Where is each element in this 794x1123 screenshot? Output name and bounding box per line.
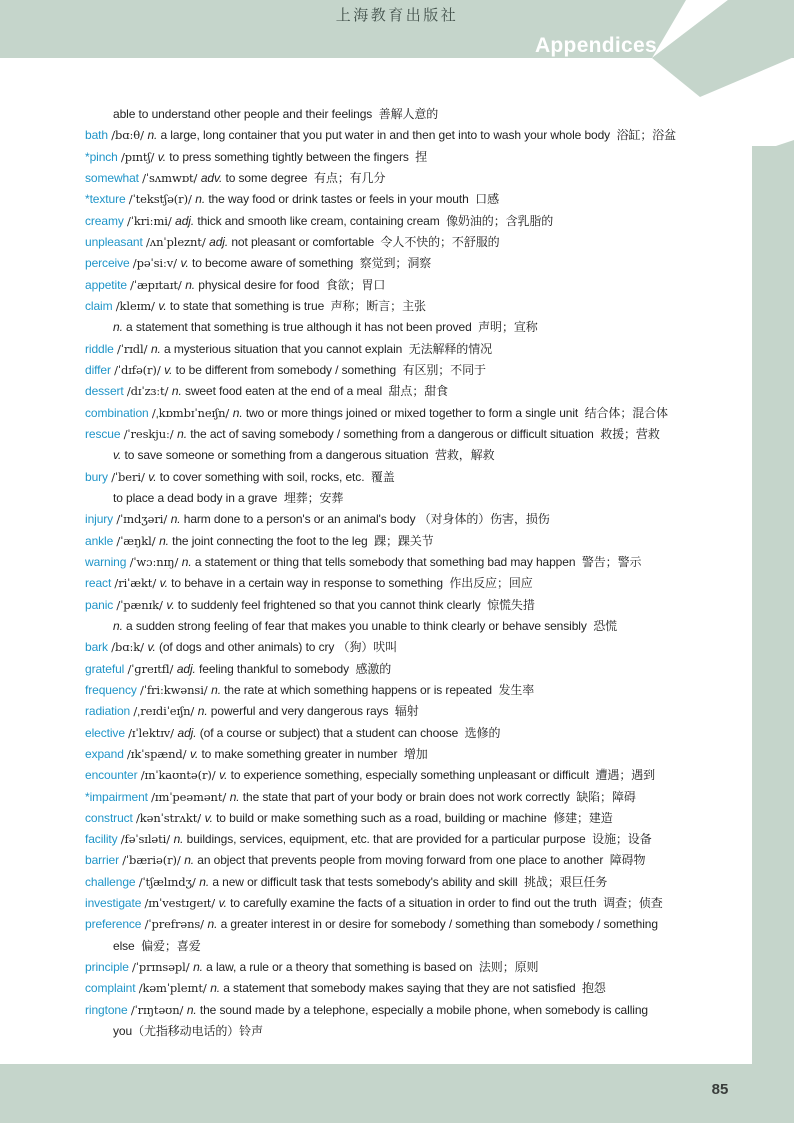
definition-text: a statement that somebody makes saying that they are not satisfied xyxy=(223,981,582,996)
chinese-gloss: 救援；营救 xyxy=(600,426,660,441)
definition-text: to experience something, especially something unpleasant or difficult xyxy=(230,768,596,783)
glossary-line xyxy=(85,467,785,488)
phonetic: /pɪntʃ/ xyxy=(121,149,158,164)
glossary-line xyxy=(85,424,785,445)
phonetic: /pəˈsiːv/ xyxy=(132,256,181,271)
glossary-line xyxy=(85,296,785,317)
chinese-gloss: 作出反应；回应 xyxy=(449,576,533,591)
glossary-line xyxy=(85,680,785,701)
glossary-line xyxy=(85,232,785,253)
chinese-gloss: 结合体；混合体 xyxy=(584,405,668,420)
part-of-speech: n. xyxy=(229,789,243,804)
phonetic: /fəˈsɪləti/ xyxy=(120,832,174,847)
part-of-speech: v. xyxy=(159,576,172,591)
glossary-line xyxy=(85,275,785,296)
headword: differ xyxy=(85,362,115,377)
headword: facility xyxy=(85,832,121,847)
part-of-speech: n. xyxy=(150,341,165,356)
phonetic: /ˈpænɪk/ xyxy=(116,597,167,612)
headword: claim xyxy=(85,298,116,313)
part-of-speech: v. xyxy=(113,448,125,463)
chinese-gloss: 修建；建造 xyxy=(553,810,613,825)
chinese-gloss: 像奶油的；含乳脂的 xyxy=(446,213,554,228)
chinese-gloss: 声称；断言；主张 xyxy=(330,298,426,313)
chinese-gloss: 遭遇；遇到 xyxy=(595,768,656,783)
headword: ringtone xyxy=(85,1002,131,1017)
phonetic: /ɪˈlektɪv/ xyxy=(128,725,178,740)
definition-text: to carefully examine the facts of a situation in order to find out the truth xyxy=(230,896,604,911)
phonetic: /ˌreɪdiˈeɪʃn/ xyxy=(133,704,198,719)
chinese-gloss: 甜点；甜食 xyxy=(388,384,449,399)
part-of-speech: n. xyxy=(177,426,191,441)
definition-text: sweet food eaten at the end of a meal xyxy=(184,384,389,399)
phonetic: /ˈdɪfə(r)/ xyxy=(114,362,165,377)
glossary-line xyxy=(85,914,785,935)
chinese-gloss: （尤指移动电话的）铃声 xyxy=(132,1024,263,1039)
glossary-line xyxy=(85,957,785,978)
headword: dessert xyxy=(85,384,127,399)
part-of-speech: n. xyxy=(210,981,224,996)
phonetic: /ɪkˈspænd/ xyxy=(127,746,190,761)
headword: warning xyxy=(85,554,130,569)
headword: preference xyxy=(85,917,145,932)
phonetic: /ˈtekstʃə(r)/ xyxy=(128,192,196,207)
part-of-speech: n. xyxy=(159,533,173,548)
glossary-line xyxy=(85,850,785,871)
chinese-gloss: 调查；侦查 xyxy=(603,896,663,911)
glossary-line xyxy=(85,552,785,573)
glossary-line xyxy=(85,872,785,893)
part-of-speech: n. xyxy=(181,554,195,569)
headword: appetite xyxy=(85,277,131,292)
chinese-gloss: 增加 xyxy=(403,746,428,761)
part-of-speech: v. xyxy=(158,298,170,313)
definition-text: two or more things joined or mixed together to form a single unit xyxy=(245,405,585,420)
glossary-line xyxy=(85,509,785,530)
headword: expand xyxy=(85,746,128,761)
definition-text: buildings, services, equipment, etc. that are provided for a particular purpose xyxy=(186,832,593,847)
glossary-line xyxy=(85,595,785,616)
chinese-gloss: 有点；有几分 xyxy=(313,170,386,185)
headword: complaint xyxy=(85,981,139,996)
definition-text: not pleasant or comfortable xyxy=(231,234,381,249)
part-of-speech: v. xyxy=(204,810,217,825)
part-of-speech: n. xyxy=(195,192,209,207)
glossary-line xyxy=(85,339,785,360)
phonetic: /ˈrɪŋtəʊn/ xyxy=(130,1002,187,1017)
glossary-line xyxy=(85,936,785,957)
definition-text: to be different from somebody / something xyxy=(175,362,403,377)
phonetic: /bɑːθ/ xyxy=(111,128,148,143)
chinese-gloss: 埋葬；安葬 xyxy=(283,490,344,505)
chinese-gloss: 令人不快的；不舒服的 xyxy=(380,234,500,249)
glossary-line xyxy=(85,829,785,850)
chinese-gloss: 偏爱；喜爱 xyxy=(141,938,201,953)
glossary-line xyxy=(85,808,785,829)
definition-text: to become aware of something xyxy=(191,256,360,271)
part-of-speech: n. xyxy=(113,618,127,633)
phonetic: /ɪnˈvestɪgeɪt/ xyxy=(144,896,219,911)
phonetic: /riˈækt/ xyxy=(114,576,160,591)
chinese-gloss: 障碍物 xyxy=(609,853,646,868)
part-of-speech: adj. xyxy=(177,725,200,740)
headword: radiation xyxy=(85,704,134,719)
part-of-speech: adj. xyxy=(176,661,200,676)
definition-text: to press something tightly between the fingers xyxy=(169,149,416,164)
definition-text: thick and smooth like cream, containing cream xyxy=(197,213,447,228)
definition-text: to place a dead body in a grave xyxy=(113,490,284,505)
definition-text: the act of saving somebody / something from a dangerous or difficult situation xyxy=(190,426,601,441)
part-of-speech: adv. xyxy=(200,170,226,185)
definition-text: physical desire for food xyxy=(198,277,326,292)
phonetic: /ɪnˈkaʊntə(r)/ xyxy=(140,768,220,783)
glossary-line xyxy=(85,253,785,274)
headword: bury xyxy=(85,469,112,484)
headword: *pinch xyxy=(85,149,121,164)
definition-text: powerful and very dangerous rays xyxy=(210,704,395,719)
chinese-gloss: 法则；原则 xyxy=(478,960,539,975)
headword: principle xyxy=(85,960,133,975)
headword: unpleasant xyxy=(85,234,146,249)
part-of-speech: n. xyxy=(207,917,221,932)
chinese-gloss: 选修的 xyxy=(464,725,501,740)
part-of-speech: n. xyxy=(173,832,187,847)
headword: somewhat xyxy=(85,170,143,185)
glossary-line xyxy=(85,1000,785,1021)
chinese-gloss: 设施；设备 xyxy=(592,832,652,847)
part-of-speech: v. xyxy=(218,896,231,911)
definition-text: a law, a rule or a theory that something is based on xyxy=(206,960,479,975)
phonetic: /ˈwɔːnɪŋ/ xyxy=(129,554,182,569)
headword: ankle xyxy=(85,533,117,548)
definition-text: (of a course or subject) that a student can choose xyxy=(199,725,465,740)
definition-text: to some degree xyxy=(225,170,314,185)
headword: *impairment xyxy=(85,789,152,804)
part-of-speech: v. xyxy=(219,768,231,783)
definition-text: an object that prevents people from moving forward from one place to another xyxy=(197,853,610,868)
glossary-line xyxy=(85,531,785,552)
headword: perceive xyxy=(85,256,133,271)
definition-text: the state that part of your body or brain does not work correctly xyxy=(242,789,577,804)
part-of-speech: adj. xyxy=(175,213,198,228)
glossary-line xyxy=(85,403,785,424)
phonetic: /ˈɪndʒəri/ xyxy=(116,512,171,527)
definition-text: a sudden strong feeling of fear that makes you unable to think clearly or behave sensibly xyxy=(126,618,594,633)
chinese-gloss: 覆盖 xyxy=(370,469,395,484)
phonetic: /bɑːk/ xyxy=(111,640,148,655)
definition-text: to cover something with soil, rocks, etc. xyxy=(159,469,371,484)
chinese-gloss: 食欲；胃口 xyxy=(325,277,386,292)
glossary-line xyxy=(85,1021,785,1042)
phonetic: /ˈprefrəns/ xyxy=(144,917,208,932)
part-of-speech: n. xyxy=(193,960,207,975)
part-of-speech: v. xyxy=(164,362,176,377)
definition-text: a large, long container that you put water in and then get into to wash your whole body xyxy=(160,128,617,143)
part-of-speech: n. xyxy=(184,853,198,868)
chinese-gloss: （狗）吠叫 xyxy=(337,640,398,655)
definition-text: to build or make something such as a road, building or machine xyxy=(216,810,554,825)
glossary-line xyxy=(85,488,785,509)
chinese-gloss: 浴缸；浴盆 xyxy=(616,128,677,143)
chinese-gloss: 挑战；艰巨任务 xyxy=(524,874,608,889)
glossary-line xyxy=(85,445,785,466)
definition-text: a statement that something is true although it has not been proved xyxy=(126,320,479,335)
definition-text: (of dogs and other animals) to cry xyxy=(158,640,338,655)
part-of-speech: n. xyxy=(147,128,161,143)
chinese-gloss: 善解人意的 xyxy=(378,107,439,121)
glossary-line xyxy=(85,317,785,338)
headword: creamy xyxy=(85,213,127,228)
definition-text: able to understand other people and their feelings xyxy=(113,107,379,121)
phonetic: /ˈtʃælɪndʒ/ xyxy=(138,874,200,889)
phonetic: /ˈrɪdl/ xyxy=(116,341,151,356)
part-of-speech: v. xyxy=(147,640,159,655)
chinese-gloss: 恐慌 xyxy=(593,618,618,633)
phonetic: /ˈsʌmwɒt/ xyxy=(142,170,201,185)
headword: rescue xyxy=(85,426,124,441)
definition-text: the way food or drink tastes or feels in your mouth xyxy=(208,192,476,207)
headword: encounter xyxy=(85,768,141,783)
appendices-banner-title: Appendices xyxy=(534,34,657,57)
headword: construct xyxy=(85,810,137,825)
glossary-line xyxy=(85,787,785,808)
phonetic: /kəmˈpleɪnt/ xyxy=(138,981,211,996)
phonetic: /ˈkriːmi/ xyxy=(126,213,176,228)
glossary-line xyxy=(85,381,785,402)
definition-text: to state that something is true xyxy=(169,298,331,313)
part-of-speech: n. xyxy=(185,277,199,292)
glossary-line xyxy=(85,360,785,381)
headword: grateful xyxy=(85,661,128,676)
phonetic: /ˈbæriə(r)/ xyxy=(122,853,185,868)
definition-text: a statement or thing that tells somebody that something bad may happen xyxy=(194,554,582,569)
phonetic: /ˈɡreɪtfl/ xyxy=(127,661,177,676)
glossary-line xyxy=(85,104,785,125)
definition-text: the joint connecting the foot to the leg xyxy=(172,533,375,548)
part-of-speech: n. xyxy=(211,682,225,697)
glossary-line xyxy=(85,168,785,189)
phonetic: /ɪmˈpeəmənt/ xyxy=(151,789,230,804)
phonetic: /kənˈstrʌkt/ xyxy=(136,810,205,825)
glossary-line xyxy=(85,978,785,999)
glossary-line xyxy=(85,893,785,914)
page-number: 85 xyxy=(711,1081,729,1098)
part-of-speech: n. xyxy=(113,320,127,335)
chinese-gloss: 抱怨 xyxy=(581,981,606,996)
part-of-speech: v. xyxy=(157,149,170,164)
glossary-line xyxy=(85,616,785,637)
part-of-speech: n. xyxy=(232,405,246,420)
glossary-line xyxy=(85,765,785,786)
definition-text: to make something greater in number xyxy=(201,746,404,761)
definition-text: the rate at which something happens or is repeated xyxy=(224,682,499,697)
part-of-speech: v. xyxy=(180,256,192,271)
chinese-gloss: 缺陷；障碍 xyxy=(576,789,636,804)
chinese-gloss: 捏 xyxy=(415,149,428,164)
headword: investigate xyxy=(85,896,145,911)
glossary-list xyxy=(85,104,785,1042)
definition-text: a greater interest in or desire for somebody / something than somebody / something xyxy=(220,917,658,932)
publisher-header: 上海教育出版社 xyxy=(335,6,459,24)
part-of-speech: n. xyxy=(197,704,211,719)
part-of-speech: v. xyxy=(148,469,160,484)
chinese-gloss: 警告；警示 xyxy=(581,554,642,569)
definition-text: a mysterious situation that you cannot explain xyxy=(164,341,409,356)
chinese-gloss: 有区别；不同于 xyxy=(402,362,486,377)
definition-text: harm done to a person's or an animal's body xyxy=(183,512,419,527)
phonetic: /ˈprɪnsəpl/ xyxy=(132,960,194,975)
definition-text: else xyxy=(113,938,142,953)
glossary-line xyxy=(85,125,785,146)
glossary-line xyxy=(85,147,785,168)
headword: barrier xyxy=(85,853,123,868)
part-of-speech: adj. xyxy=(209,234,232,249)
phonetic: /ʌnˈpleznt/ xyxy=(145,234,210,249)
glossary-line xyxy=(85,659,785,680)
definition-text: a new or difficult task that tests somebody's ability and skill xyxy=(212,874,525,889)
phonetic: /ˈæpɪtaɪt/ xyxy=(130,277,186,292)
glossary-line xyxy=(85,701,785,722)
phonetic: /ˈfriːkwənsi/ xyxy=(140,682,212,697)
headword: react xyxy=(85,576,115,591)
headword: bath xyxy=(85,128,112,143)
headword: injury xyxy=(85,512,117,527)
glossary-line xyxy=(85,744,785,765)
glossary-line xyxy=(85,723,785,744)
part-of-speech: n. xyxy=(186,1002,200,1017)
headword: riddle xyxy=(85,341,117,356)
definition-text: to behave in a certain way in response to something xyxy=(171,576,450,591)
definition-text: you xyxy=(113,1024,133,1039)
definition-text: to suddenly feel frightened so that you cannot think clearly xyxy=(177,597,488,612)
headword: panic xyxy=(85,597,117,612)
chinese-gloss: 辐射 xyxy=(394,704,419,719)
headword: frequency xyxy=(85,682,141,697)
chinese-gloss: 惊慌失措 xyxy=(487,597,535,612)
phonetic: /ˈæŋkl/ xyxy=(116,533,160,548)
part-of-speech: n. xyxy=(170,512,184,527)
glossary-line xyxy=(85,189,785,210)
definition-text: feeling thankful to somebody xyxy=(199,661,356,676)
chinese-gloss: 营救，解救 xyxy=(434,448,495,463)
part-of-speech: v. xyxy=(189,746,202,761)
phonetic: /dɪˈzɜːt/ xyxy=(126,384,172,399)
definition-text: to save someone or something from a dangerous situation xyxy=(124,448,435,463)
chinese-gloss: 无法解释的情况 xyxy=(408,341,493,356)
glossary-line xyxy=(85,211,785,232)
part-of-speech: n. xyxy=(171,384,185,399)
phonetic: /kleɪm/ xyxy=(115,298,159,313)
headword: elective xyxy=(85,725,129,740)
chinese-gloss: 发生率 xyxy=(498,682,535,697)
headword: challenge xyxy=(85,874,139,889)
headword: bark xyxy=(85,640,112,655)
chinese-gloss: 口感 xyxy=(475,192,499,207)
part-of-speech: v. xyxy=(166,597,178,612)
definition-text: the sound made by a telephone, especially a mobile phone, when somebody is calling xyxy=(199,1002,648,1017)
headword: *texture xyxy=(85,192,129,207)
chinese-gloss: 声明；宣称 xyxy=(478,320,538,335)
phonetic: /ˌkɒmbɪˈneɪʃn/ xyxy=(151,405,233,420)
phonetic: /ˈberi/ xyxy=(111,469,149,484)
part-of-speech: n. xyxy=(199,874,213,889)
glossary-line xyxy=(85,573,785,594)
glossary-line xyxy=(85,637,785,658)
chinese-gloss: （对身体的）伤害，损伤 xyxy=(418,512,550,527)
chinese-gloss: 踝；踝关节 xyxy=(374,533,434,548)
headword: combination xyxy=(85,405,152,420)
chinese-gloss: 感激的 xyxy=(355,661,392,676)
phonetic: /ˈreskjuː/ xyxy=(123,426,178,441)
chinese-gloss: 察觉到；洞察 xyxy=(359,256,432,271)
